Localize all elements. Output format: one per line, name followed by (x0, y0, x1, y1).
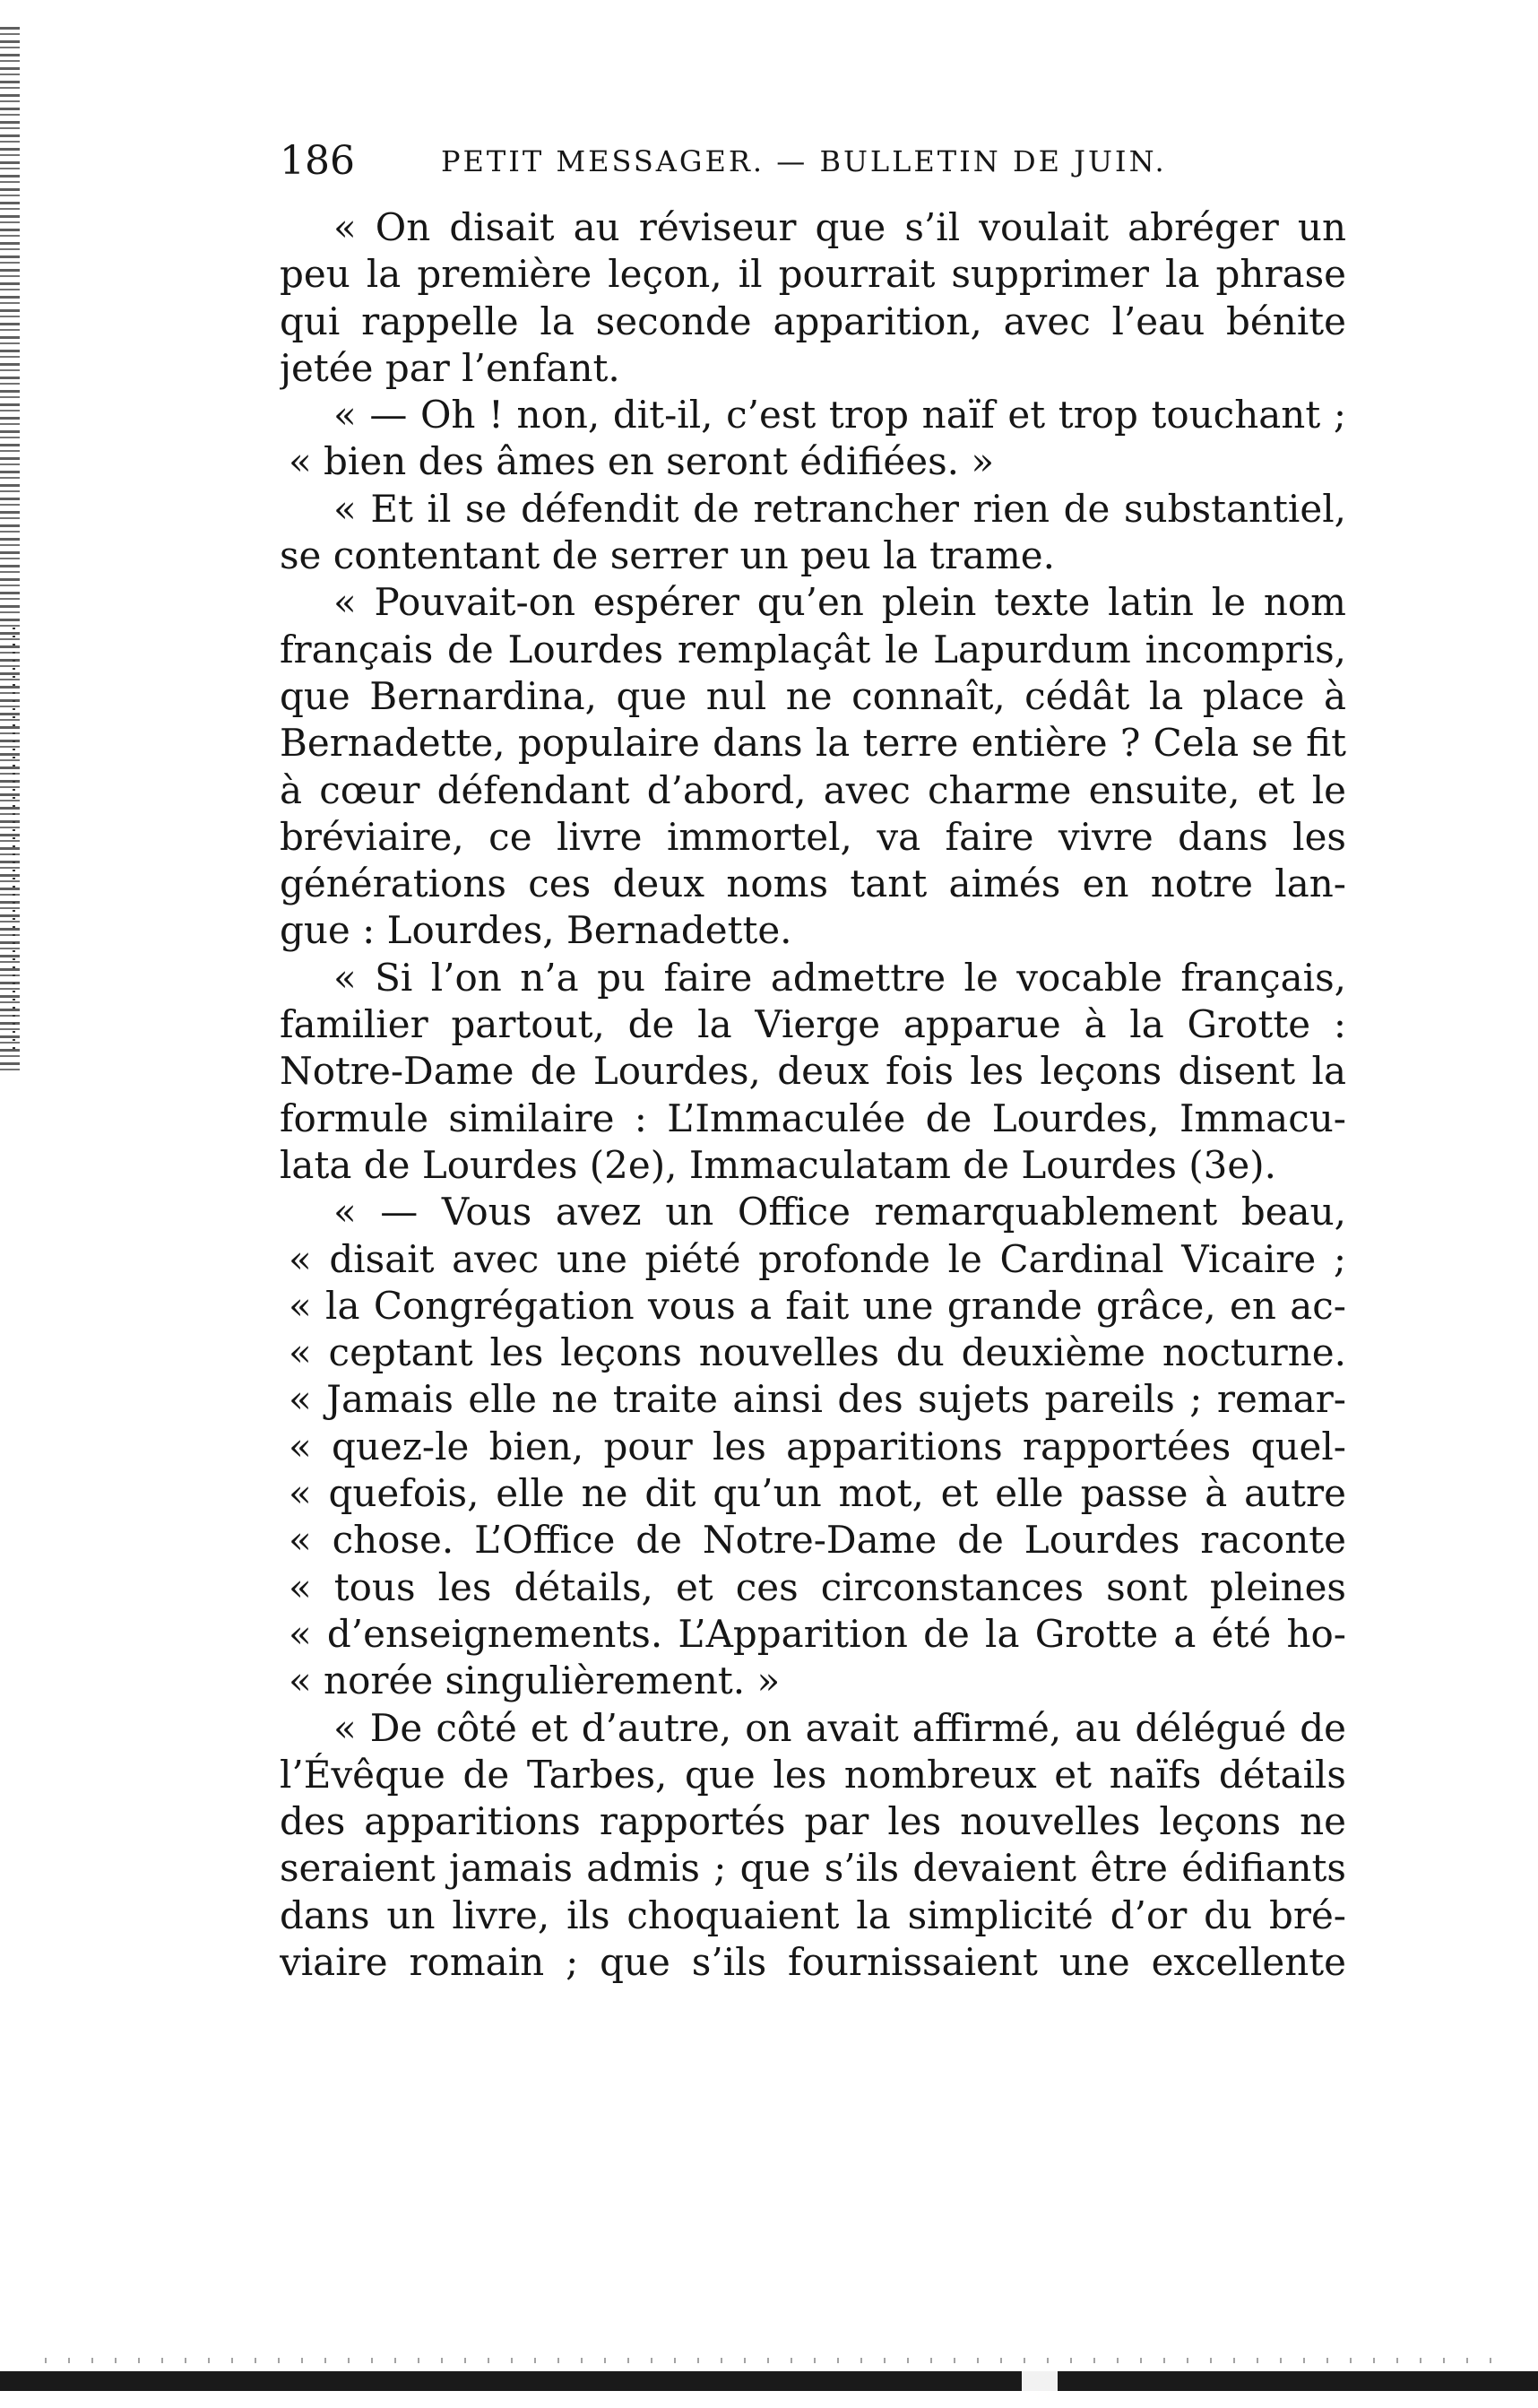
text-line: bréviaire, ce livre immortel, va faire vivre dans les (280, 814, 1346, 859)
text-line: jetée par l’enfant. (280, 345, 620, 390)
text-line: formule similaire : L’Immaculée de Lourdes, Immacu- (280, 1096, 1346, 1140)
text-line: lata de Lourdes (2e), Immaculatam de Lourdes (3e). (280, 1142, 1276, 1187)
bottom-speckles (45, 2358, 1497, 2363)
text-line: l’Évêque de Tarbes, que les nombreux et naïfs détails (280, 1752, 1346, 1797)
text-line: « quez-le bien, pour les apparitions rapportées quel- (289, 1424, 1346, 1468)
text-line: gue : Lourdes, Bernadette. (280, 908, 792, 953)
text-line: « d’enseignements. L’Apparition de la Grotte a été ho- (289, 1611, 1346, 1656)
text-line: « De côté et d’autre, on avait affirmé, au délégué de (333, 1705, 1346, 1750)
binding-edge-marks (13, 628, 15, 1049)
bottom-edge-gap (1022, 2371, 1058, 2391)
bottom-edge-bar (0, 2371, 1538, 2391)
text-line: « — Vous avez un Office remarquablement beau, (333, 1190, 1346, 1234)
text-line: « Pouvait-on espérer qu’en plein texte latin le nom (333, 580, 1346, 625)
text-line: « chose. L’Office de Notre-Dame de Lourdes raconte (289, 1518, 1346, 1563)
page-number: 186 (280, 138, 355, 184)
text-line: peu la première leçon, il pourrait supprimer la phrase (280, 252, 1346, 297)
text-line: « bien des âmes en seront édifiées. » (289, 439, 995, 484)
text-line: « disait avec une piété profonde le Cardinal Vicaire ; (289, 1236, 1346, 1281)
text-line: « norée singulièrement. » (289, 1659, 781, 1703)
running-title: PETIT MESSAGER. — BULLETIN DE JUIN. (441, 144, 1167, 178)
text-line: dans un livre, ils choquaient la simplicité d’or du bré- (280, 1893, 1346, 1937)
text-line: « tous les détails, et ces circonstances sont pleines (289, 1564, 1346, 1609)
binding-edge-shadow (0, 27, 20, 1076)
text-line: « quefois, elle ne dit qu’un mot, et elle passe à autre (289, 1471, 1346, 1516)
text-line: à cœur défendant d’abord, avec charme ensuite, et le (280, 767, 1346, 812)
text-line: viaire romain ; que s’ils fournissaient une excellente (280, 1939, 1346, 1984)
text-line: « Si l’on n’a pu faire admettre le vocable français, (333, 955, 1346, 1000)
text-line: « — Oh ! non, dit-il, c’est trop naïf et trop touchant ; (333, 393, 1346, 437)
text-line: « On disait au réviseur que s’il voulait abréger un (333, 205, 1346, 249)
text-line: « la Congrégation vous a fait une grande grâce, en ac- (289, 1283, 1346, 1328)
text-line: des apparitions rapportés par les nouvelles leçons ne (280, 1799, 1346, 1844)
text-line: familier partout, de la Vierge apparue à la Grotte : (280, 1002, 1346, 1047)
text-line: Notre-Dame de Lourdes, deux fois les leçons disent la (280, 1049, 1346, 1094)
text-line: « Jamais elle ne traite ainsi des sujets pareils ; remar- (289, 1377, 1346, 1422)
text-line: « Et il se défendit de retrancher rien de substantiel, (333, 486, 1346, 531)
text-line: générations ces deux noms tant aimés en notre lan- (280, 862, 1346, 906)
text-line: Bernadette, populaire dans la terre entière ? Cela se fit (280, 721, 1346, 766)
page-header (280, 134, 1346, 188)
text-line: que Bernardina, que nul ne connaît, cédât la place à (280, 673, 1346, 718)
text-line: seraient jamais admis ; que s’ils devaient être édifiants (280, 1846, 1346, 1891)
text-line: qui rappelle la seconde apparition, avec l’eau bénite (280, 299, 1346, 343)
text-line: français de Lourdes remplaçât le Lapurdum incompris, (280, 627, 1346, 671)
text-line: « ceptant les leçons nouvelles du deuxième nocturne. (289, 1330, 1346, 1375)
body-text (280, 204, 1346, 1986)
text-line: se contentant de serrer un peu la trame. (280, 533, 1055, 578)
